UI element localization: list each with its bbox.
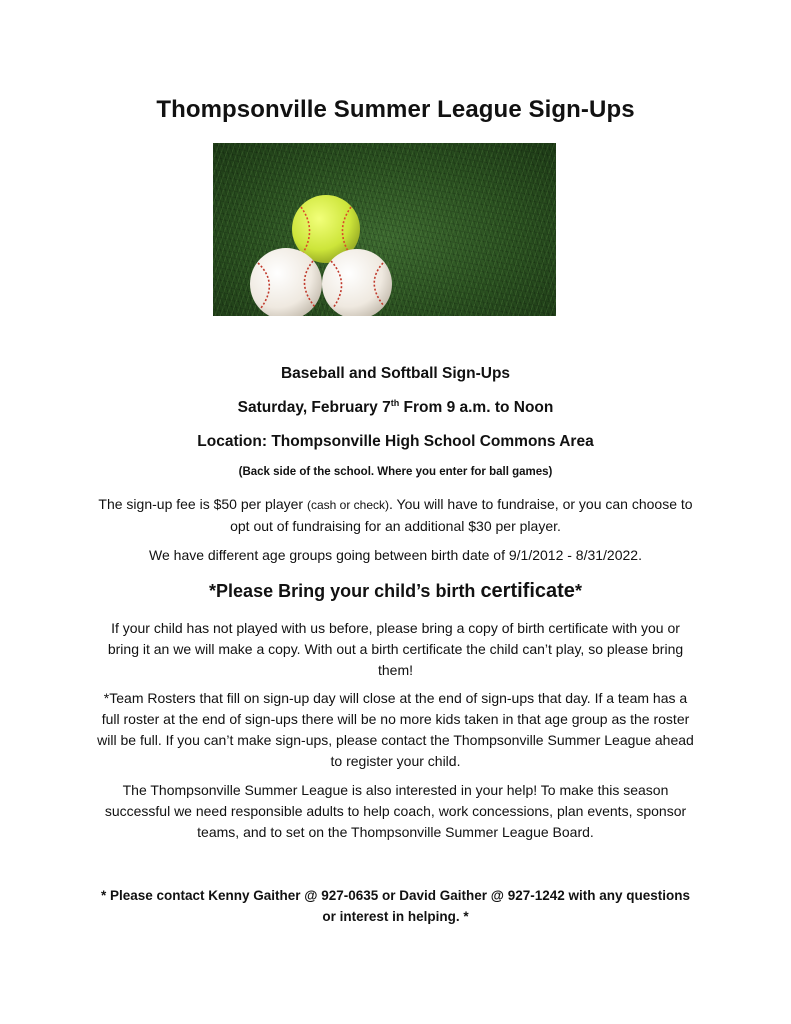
birth-certificate-notice (0, 580, 791, 603)
event-date (0, 399, 791, 417)
paragraph-line: full roster at the end of sign-ups there will be no more kids taken in that age group as the roster (101, 711, 690, 727)
certificate-end: * (574, 581, 582, 601)
fee-line-1 (55, 494, 736, 516)
balls-illustration (213, 143, 556, 316)
roster-paragraph (55, 688, 736, 772)
paragraph-line: to register your child. (330, 753, 461, 769)
contact-line: or interest in helping. * (322, 909, 469, 924)
date-suffix: th (390, 397, 400, 408)
fee-text-2: . You will have to fundraise, or you can choose to (389, 496, 693, 512)
fee-line-2: opt out of fundraising for an additional $30 per player. (230, 518, 561, 534)
paragraph-line: teams, and to set on the Thompsonville Summer League Board. (197, 824, 594, 840)
fee-text: The sign-up fee is $50 per player (98, 496, 307, 512)
sign-up-heading: Baseball and Softball Sign-Ups (280, 365, 511, 382)
contact-info (50, 885, 741, 927)
birth-cert-paragraph (60, 618, 731, 681)
paragraph-line: them! (377, 662, 413, 678)
page-title: Thompsonville Summer League Sign-Ups (156, 96, 635, 123)
paragraph-line: bring it an we will make a copy. With out a birth certificate the child can’t play, so please bring (107, 641, 684, 657)
certificate-word: certificate (480, 580, 575, 602)
paragraph-line: will be full. If you can’t make sign-ups, please contact the Thompsonville Summer League ahead (97, 732, 694, 748)
fee-paragraph (55, 494, 736, 537)
paragraph-line: successful we need responsible adults to help coach, work concessions, plan events, sponsor (104, 803, 687, 819)
certificate-text: *Please Bring your child’s birth (209, 581, 481, 601)
baseball-icon (322, 249, 392, 316)
paragraph-line: The Thompsonville Summer League is also interested in your help! To make this season (122, 782, 669, 798)
balls-on-grass-image (213, 143, 556, 316)
age-groups: We have different age groups going between birth date of 9/1/2012 - 8/31/2022. (149, 547, 642, 563)
paragraph-line: If your child has not played with us before, please bring a copy of birth certificate with you or (111, 620, 680, 636)
location-note: (Back side of the school. Where you enter for ball games) (238, 466, 553, 478)
help-paragraph (70, 780, 721, 843)
event-location: Location: Thompsonville High School Commons Area (197, 433, 594, 450)
contact-line: * Please contact Kenny Gaither @ 927-0635 or David Gaither @ 927-1242 with any questions (100, 888, 691, 903)
fee-payment-methods: (cash or check) (307, 498, 390, 512)
date-time: From 9 a.m. to Noon (399, 399, 554, 416)
date-prefix: Saturday, February 7 (237, 399, 391, 416)
paragraph-line: *Team Rosters that fill on sign-up day will close at the end of sign-ups that day. If a team has a (103, 690, 688, 706)
